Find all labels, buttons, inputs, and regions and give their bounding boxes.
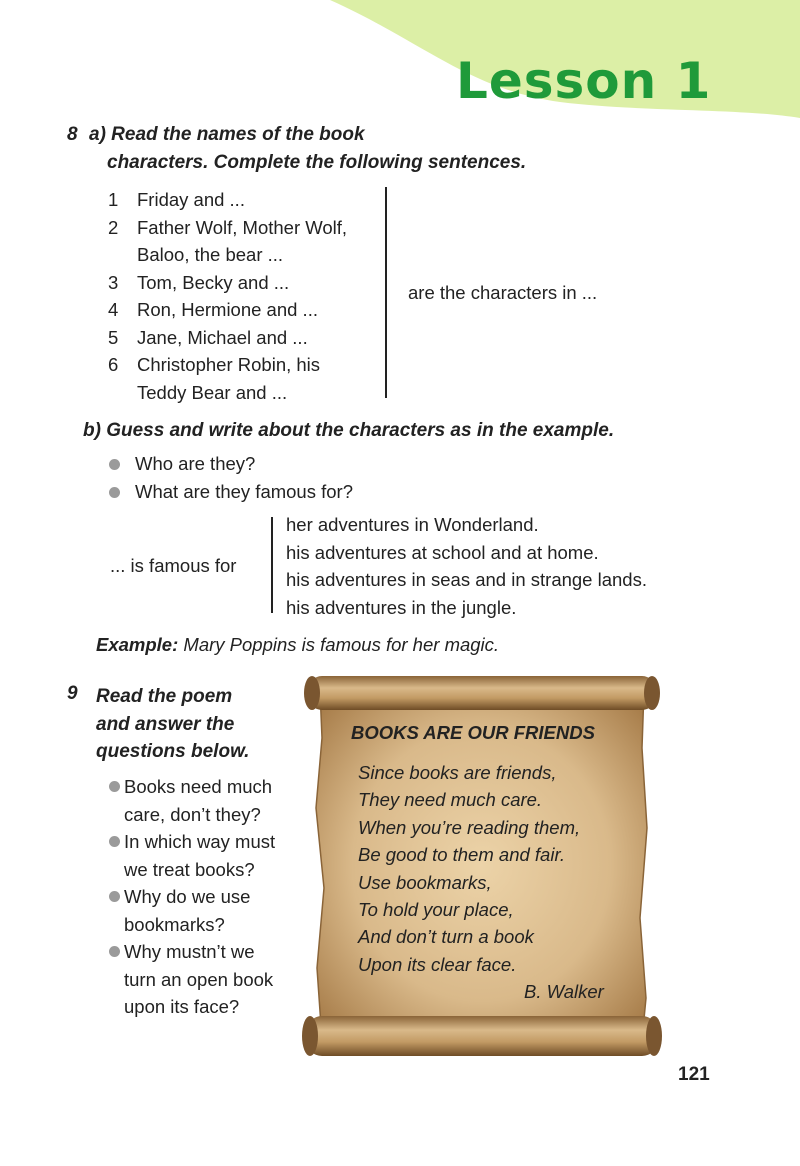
character-item-3 <box>108 269 378 297</box>
question-line: we treat books? <box>124 858 255 880</box>
question-famous <box>109 481 353 503</box>
poem-line: Use bookmarks, <box>358 871 492 893</box>
question-text: What are they famous for? <box>135 481 353 502</box>
instruction-line: questions below. <box>96 741 250 762</box>
poem-line: They need much care. <box>358 789 543 811</box>
adventures-list <box>286 511 647 621</box>
adventure-item: his adventures in seas and in strange lands. <box>286 569 647 590</box>
question-line: bookmarks? <box>124 913 225 935</box>
poem-line: Upon its clear face. <box>358 953 517 975</box>
completion-phrase: are the characters in ... <box>408 282 598 303</box>
famous-for-label: ... is famous for <box>110 555 237 576</box>
item-text: Teddy Bear and ... <box>137 381 288 403</box>
exercise-9-number: 9 <box>67 683 78 704</box>
item-number: 1 <box>108 189 119 210</box>
example-sentence <box>96 634 499 656</box>
item-text: Tom, Becky and ... <box>137 271 290 293</box>
vertical-divider <box>385 187 387 398</box>
exercise-8a-instruction-line1: a) Read the names of the book <box>89 124 365 145</box>
bullet-icon <box>109 946 120 957</box>
item-text: Baloo, the bear ... <box>137 244 284 265</box>
bullet-icon <box>109 891 120 902</box>
instruction-line: Read the poem <box>96 686 233 707</box>
poem-line: And don’t turn a book <box>358 926 534 948</box>
poem-author: B. Walker <box>524 981 604 1002</box>
question-item <box>92 883 302 938</box>
exercise-8-number: 8 <box>67 124 78 145</box>
item-text: Jane, Michael and ... <box>137 326 308 348</box>
question-line: Books need much <box>124 776 273 797</box>
character-item-1 <box>108 186 378 214</box>
characters-list <box>108 186 378 406</box>
poem-title: BOOKS ARE OUR FRIENDS <box>351 722 595 743</box>
question-item <box>92 828 302 883</box>
question-line: care, don’t they? <box>124 803 261 825</box>
exercise-9-instruction <box>96 683 249 766</box>
item-text: Father Wolf, Mother Wolf, <box>137 216 348 238</box>
poem-line: To hold your place, <box>358 899 514 921</box>
question-who <box>109 453 255 475</box>
poem-line: Since books are friends, <box>358 762 557 783</box>
bullet-icon <box>109 459 120 470</box>
instruction-line: and answer the <box>96 713 235 735</box>
item-number: 4 <box>108 299 119 320</box>
question-line: Why mustn’t we <box>124 941 255 962</box>
item-number: 2 <box>108 216 119 238</box>
character-item-6 <box>108 351 378 406</box>
question-item <box>92 773 302 828</box>
exercise-8a-instruction-line2: characters. Complete the following sentences. <box>107 152 527 173</box>
example-text: Mary Poppins is famous for her magic. <box>183 634 500 655</box>
item-text: Ron, Hermione and ... <box>137 299 318 320</box>
exercise-8b-instruction: b) Guess and write about the characters as in the example. <box>83 420 615 441</box>
question-line: In which way must <box>124 831 276 852</box>
question-line: turn an open book <box>124 968 274 990</box>
bullet-icon <box>109 836 120 847</box>
bullet-icon <box>109 487 120 498</box>
adventure-item: his adventures in the jungle. <box>286 596 517 618</box>
character-item-5 <box>108 324 378 352</box>
poem-line: When you’re reading them, <box>358 816 581 838</box>
vertical-divider <box>271 517 273 613</box>
question-line: Why do we use <box>124 886 251 907</box>
page-number: 121 <box>678 1064 710 1085</box>
question-item <box>92 938 302 1021</box>
item-text: Christopher Robin, his <box>137 354 321 375</box>
item-number: 5 <box>108 326 119 348</box>
poem-line: Be good to them and fair. <box>358 844 566 866</box>
adventure-item: her adventures in Wonderland. <box>286 514 539 535</box>
poem-questions-list <box>92 773 302 1021</box>
bullet-icon <box>109 781 120 792</box>
example-label: Example: <box>96 634 179 655</box>
character-item-2 <box>108 214 378 269</box>
lesson-title: Lesson 1 <box>456 52 712 110</box>
item-text: Friday and ... <box>137 189 245 210</box>
character-item-4 <box>108 296 378 324</box>
question-text: Who are they? <box>135 453 256 474</box>
adventure-item: his adventures at school and at home. <box>286 541 599 563</box>
item-number: 6 <box>108 354 119 375</box>
poem-lines <box>358 759 580 978</box>
item-number: 3 <box>108 271 119 293</box>
question-line: upon its face? <box>124 996 240 1017</box>
